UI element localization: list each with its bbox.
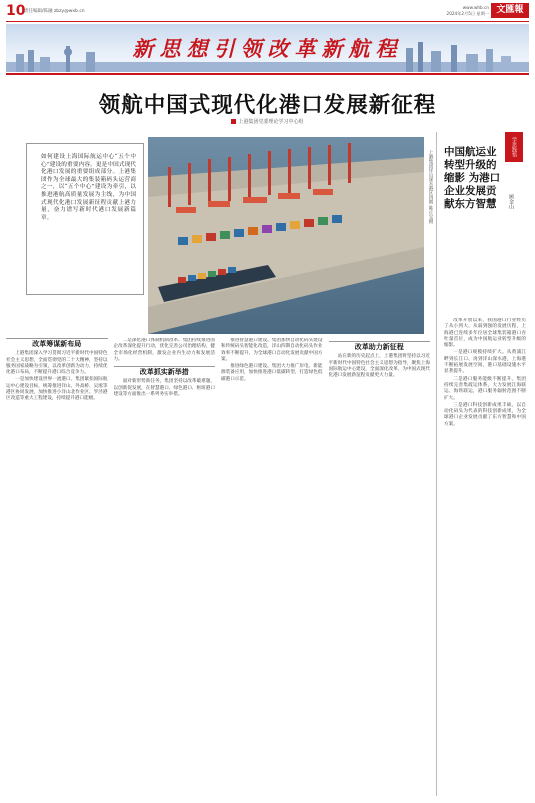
body-paragraph: 站在新的历史起点上，上港集团将坚持以习近平新时代中国特色社会主义思想为指导，聚焦上海国际航运中心建设，全面深化改革，为中国式现代化港口发展新征程贡献更大力量。 xyxy=(328,354,430,379)
section-heading: 改革筹谋新布局 xyxy=(6,338,108,347)
sidebar-body xyxy=(444,318,526,790)
sidebar-paragraph: 一是港口规模持续扩大。从黄浦江畔到长江口、再到洋山深水港，上海港不断拓展发展空间，港口基础设施水平显著提升。 xyxy=(444,350,526,375)
paper-logo: 文匯報 xyxy=(491,3,529,18)
banner xyxy=(6,24,529,72)
page-number: 10 xyxy=(6,3,26,19)
body-column-2 xyxy=(114,338,216,796)
paper-info xyxy=(447,5,489,17)
body-paragraph: 推进绿色港口建设。集团大力推广岸电、新能源装备应用，加快推进港口低碳转型，打造绿色低碳港口示范。 xyxy=(221,364,323,382)
issue-date: 2024年2月5日 星期一 xyxy=(446,11,489,16)
sidebar-paragraph: 二是港口服务能级不断提升。集团持续完善集疏运体系，大力发展江海联运、海铁联运，港口服务辐射范围不断扩大。 xyxy=(444,376,526,401)
section-heading: 改革助力新征程 xyxy=(329,341,431,350)
lead-box xyxy=(26,143,144,295)
body-column-4 xyxy=(329,338,431,796)
port-photo xyxy=(148,137,424,334)
byline-marker-icon xyxy=(231,119,236,124)
body-paragraph: 一是加快建设世界一流港口。集团紧扣国际航运中心建设目标，统筹推进洋山、外高桥、吴淞等港区协同发展，加快推进小洋山北作业区、罗泾港区改造等重大工程建设，持续提升港口能级。 xyxy=(6,377,108,402)
body-column-1 xyxy=(6,338,108,796)
article-body xyxy=(6,338,430,796)
sidebar-paragraph: 三是港口科技创新成果丰硕。以自动化码头为代表的科技创新成果，为全球港口企业发展贡献了东方智慧和中国方案。 xyxy=(444,402,526,427)
sidebar-title: 中国航运业转型升级的缩影 为港口企业发展贡献东方智慧 xyxy=(444,146,501,210)
article-headline: 领航中国式现代化港口发展新征程 xyxy=(98,93,437,118)
port-photo-image xyxy=(148,137,424,334)
page-label: 责任编辑/陈融 zbzy@wxb.cn xyxy=(24,9,85,14)
body-paragraph: 推进智慧港口建设。集团加快自动化码头建设和传统码头智能化改造，洋山四期自动化码头作业效率不断提升，为全球港口自动化发展贡献中国方案。 xyxy=(221,338,323,362)
banner-rule xyxy=(6,73,529,75)
article-byline xyxy=(0,118,535,125)
body-paragraph: 上港集团深入学习贯彻习近平新时代中国特色社会主义思想，全面贯彻党的二十大精神，坚持以服务国家战略为引领，以改革创新为动力，持续优化港口布局，不断提升港口综合竞争力。 xyxy=(6,351,108,376)
column-divider xyxy=(436,132,437,796)
body-paragraph: 二是深化港口体制机制改革。集团持续推进国企改革深化提升行动，优化完善公司治理结构，健全市场化经营机制，激发企业内生动力和发展活力。 xyxy=(113,338,215,362)
masthead-rule xyxy=(6,21,529,22)
sidebar-column xyxy=(440,132,529,796)
sidebar-paragraph: 改革开放以来，我国港口行业经历了从小到大、从弱到强的发展历程，上海港已连续多年位居全球集装箱港口吞吐量首位，成为中国航运业转型升级的缩影。 xyxy=(444,318,526,349)
sidebar-tag: 学思践悟 xyxy=(505,132,523,162)
body-paragraph: 面对新形势新任务，集团坚持以改革破难题、以创新促发展，在智慧港口、绿色港口、枢纽港口建设等方面推出一系列务实举措。 xyxy=(113,379,215,398)
byline-text: 上港集团党委理论学习中心组 xyxy=(238,119,304,125)
banner-title: 新思想引领改革新航程 xyxy=(132,37,403,61)
section-heading: 改革抓实新举措 xyxy=(114,366,216,375)
body-column-3 xyxy=(221,338,323,796)
photo-caption: 上港集团洋山深水港区四期 陈正宝摄 xyxy=(428,150,433,224)
lead-paragraph: 如何建设上海国际航运中心“五个中心”建设的重要内容，更是中国式现代化港口发展的重要组成部分。上港集团作为全球最大的集装箱码头运营商之一，以“五个中心”建设为牵引，以推进港航高质量发展为主线，为中国式现代化港口发展新征程贡献上港力量，奋力谱写新时代港口发展新篇章。 xyxy=(41,154,136,221)
sidebar-author: 顾金山 xyxy=(508,194,514,209)
site-url[interactable]: www.whb.cn xyxy=(462,5,489,10)
